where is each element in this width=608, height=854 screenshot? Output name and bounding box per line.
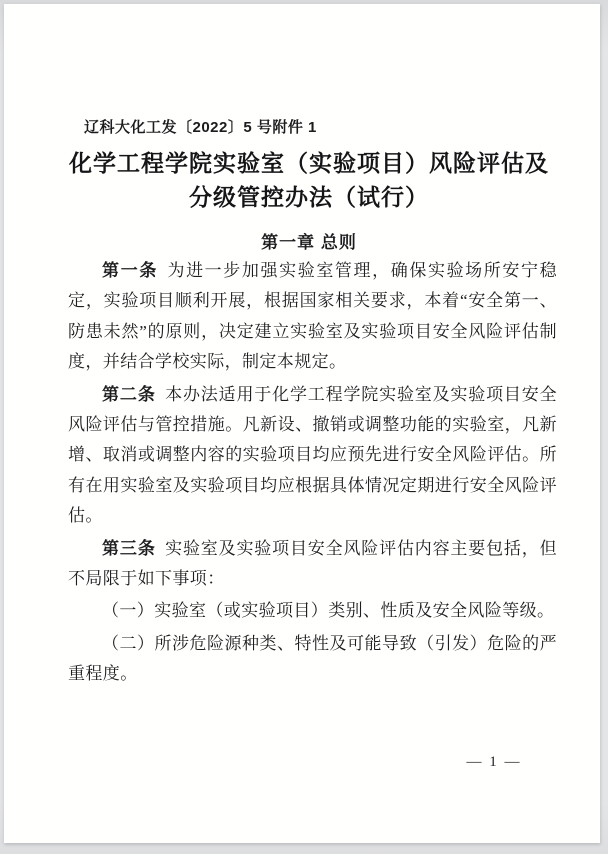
- document-title-line-1: 化学工程学院实验室（实验项目）风险评估及: [69, 151, 549, 176]
- doc-number: 辽科大化工发〔2022〕5 号附件 1: [84, 119, 317, 136]
- document-body: [68, 256, 557, 690]
- document-page: [4, 4, 600, 843]
- chapter-heading: 第一章 总则: [261, 233, 357, 252]
- paragraph: （二）所涉危险源种类、特性及可能导致（引发）危险的严重程度。: [68, 633, 557, 684]
- paragraph: 第二条 本办法适用于化学工程学院实验室及实验项目安全风险评估与管控措施。凡新设、撤销或调整功能的实验室，凡新增、取消或调整内容的实验项目均应预先进行安全风险评估。所有在用实验室及实验项目均应根据具体情况定期进行安全风险评估。: [68, 384, 557, 526]
- paragraph: 第三条 实验室及实验项目安全风险评估内容主要包括，但不局限于如下事项：: [68, 538, 557, 589]
- clause-label: 第二条: [102, 384, 156, 404]
- document-title-line-2: 分级管控办法（试行）: [189, 185, 429, 210]
- clause-label: 第一条: [102, 261, 159, 280]
- page-number: — 1 —: [466, 754, 522, 770]
- clause-label: 第三条: [102, 538, 156, 558]
- document-title: [64, 147, 554, 215]
- paragraph: 第一条 为进一步加强实验室管理，确保实验场所安宁稳定，实验项目顺利开展，根据国家相关要求，本着“安全第一、防患未然”的原则，决定建立实验室及实验项目安全风险评估制度，并结合学校实际，制定本规定。: [68, 261, 557, 372]
- paragraph: （一）实验室（或实验项目）类别、性质及安全风险等级。: [102, 601, 555, 621]
